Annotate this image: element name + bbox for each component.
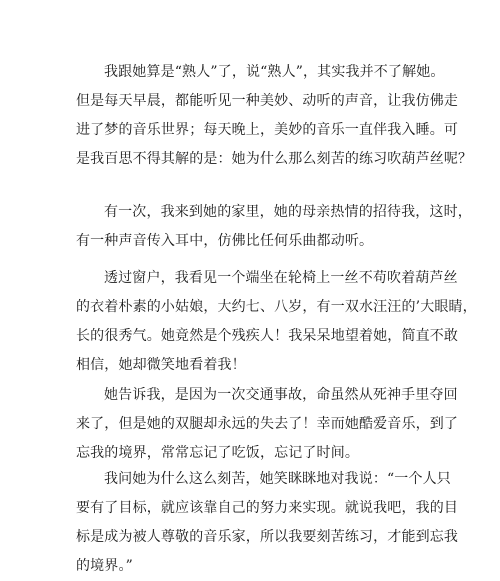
- text-line: 标是成为被人尊敬的音乐家，所以我要刻苦练习，才能到忘我: [76, 529, 459, 545]
- text-line: 的境界。”: [76, 558, 133, 574]
- text-line: 但是每天早晨，都能听见一种美妙、动听的声音，让我仿佛走: [76, 93, 459, 109]
- text-line: 忘我的境界，常常忘记了吃饭，忘记了时间。: [76, 445, 359, 461]
- paragraph-2: [76, 198, 472, 256]
- text-line: 有一种声音传入耳中，仿佛比任何乐曲都动听。: [76, 233, 374, 249]
- text-line: 要有了目标，就应该靠自己的努力来实现。就说我吧，我的目: [76, 500, 459, 516]
- text-line: 有一次，我来到她的家里，她的母亲热情的招待我，这时，: [104, 204, 472, 220]
- text-line: 我问她为什么这么刻苦，她笑眯眯地对我说：“一个人只: [104, 471, 451, 487]
- paragraph-4: [76, 381, 459, 468]
- text-line: 的衣着朴素的小姑娘，大约七、八岁，有一双水汪汪的’大眼睛，: [76, 299, 477, 315]
- text-line: 进了梦的音乐世界；每天晚上，美妙的音乐一直伴我入睡。可: [76, 122, 459, 138]
- text-line: 我跟她算是“熟人”了，说“熟人”，其实我并不了解她。: [104, 64, 445, 80]
- paragraph-3: [76, 264, 477, 380]
- text-line: 长的很秀气。她竟然是个残疾人！我呆呆地望着她，简直不敢: [76, 328, 459, 344]
- text-line: 来了，但是她的双腿却永远的失去了！幸而她酷爱音乐，到了: [76, 416, 459, 432]
- text-line: 相信，她却微笑地看着我！: [76, 357, 246, 373]
- paragraph-1: [76, 58, 473, 174]
- text-line: 透过窗户，我看见一个端坐在轮椅上一丝不苟吹着葫芦丝: [104, 270, 458, 286]
- text-line: 她告诉我，是因为一次交通事故，命虽然从死神手里夺回: [104, 387, 458, 403]
- paragraph-5: [76, 465, 459, 581]
- text-line: 是我百思不得其解的是：她为什么那么刻苦的练习吹葫芦丝呢？: [76, 151, 473, 167]
